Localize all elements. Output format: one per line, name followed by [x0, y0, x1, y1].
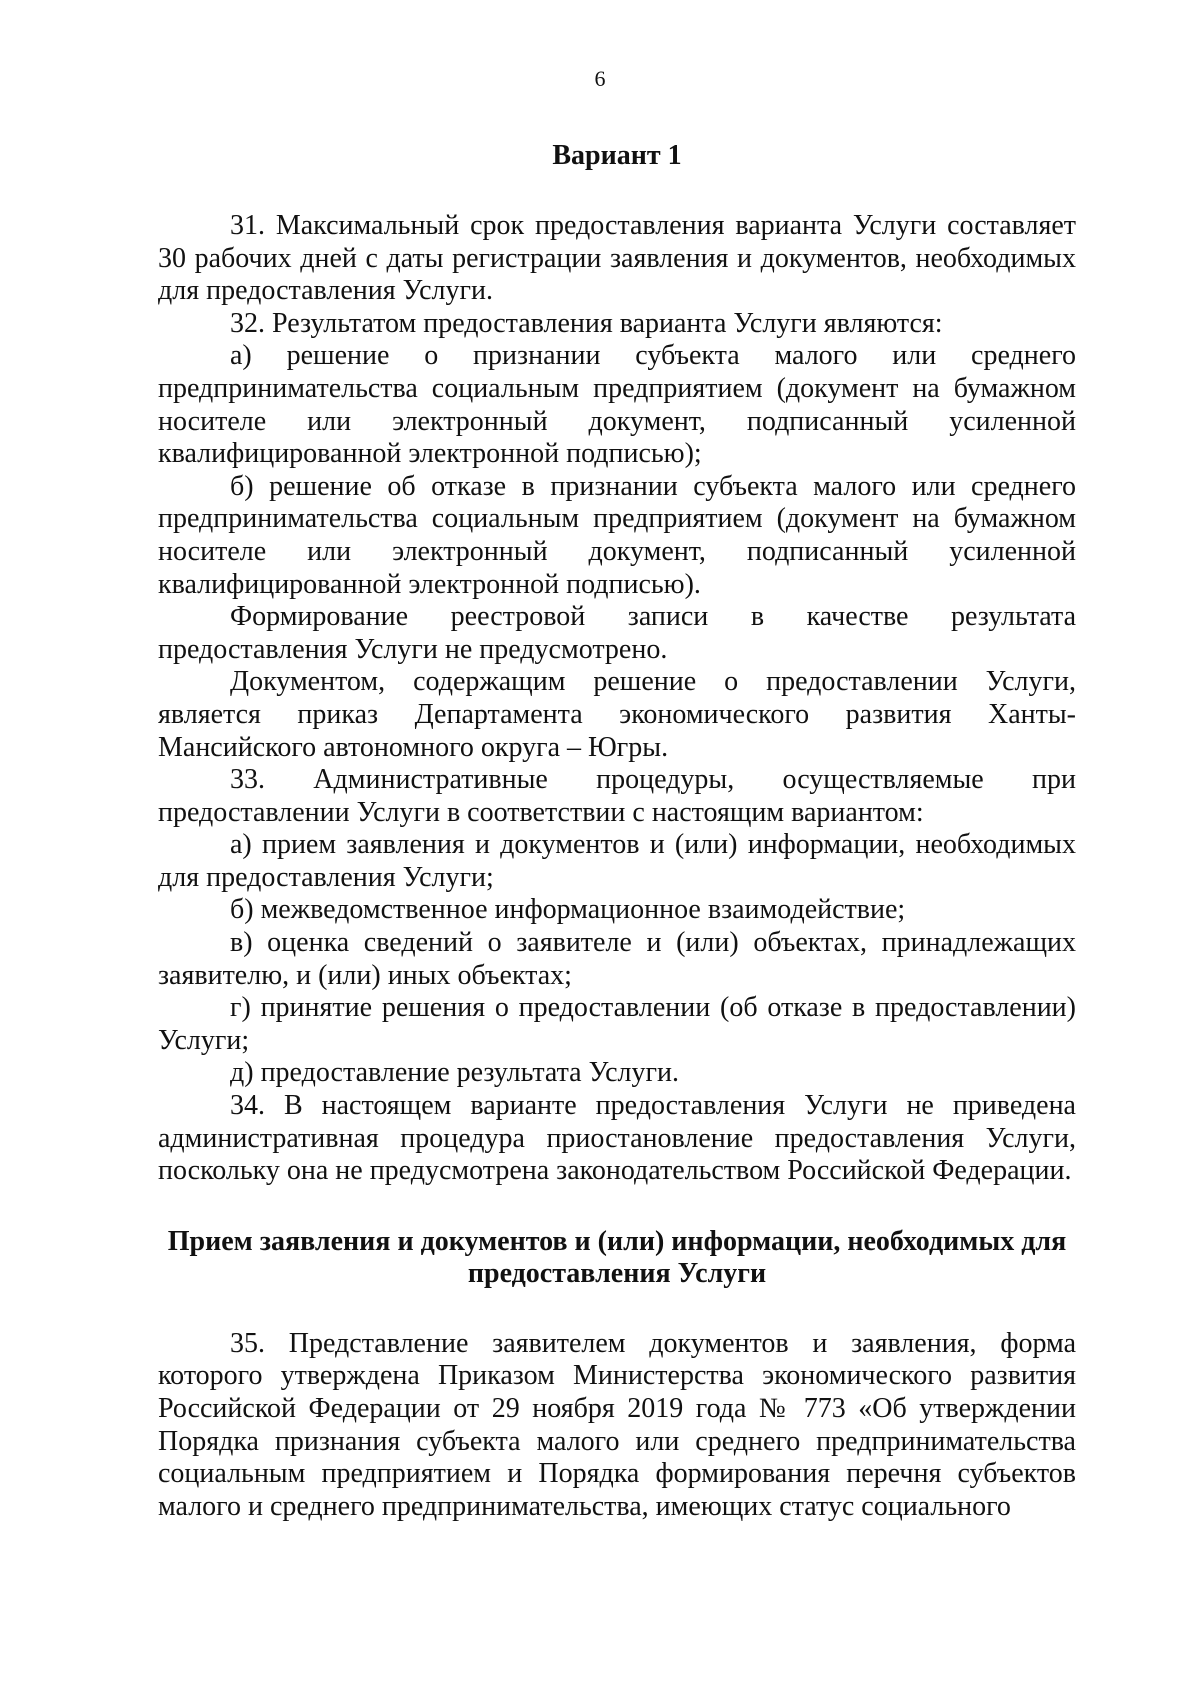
paragraph-33-v: в) оценка сведений о заявителе и (или) объектах, принадлежащих заявителю, и (или) иных объектах;	[158, 927, 1076, 991]
paragraph-32-b: б) решение об отказе в признании субъекта малого или среднего предпринимательства социальным предприятием (документ на бумажном носителе или электронный документ, подписанный усиленной квалифицированной электронной подписью).	[158, 470, 1076, 600]
paragraph-34: 34. В настоящем варианте предоставления Услуги не приведена административная процедура приостановление предоставления Услуги, поскольку она не предусмотрена законодательством Российской Федерации.	[158, 1090, 1076, 1187]
paragraph-33-b: б) межведомственное информационное взаимодействие;	[230, 894, 906, 926]
paragraph-32-a: а) решение о признании субъекта малого или среднего предпринимательства социальным предприятием (документ на бумажном носителе или электронный документ, подписанный усиленной квалифицированной электронной подписью);	[158, 340, 1076, 470]
paragraph-33-d: д) предоставление результата Услуги.	[230, 1057, 679, 1089]
paragraph-registry: Формирование реестровой записи в качестве результата предоставления Услуги не предусмотрено.	[158, 601, 1076, 665]
section-heading-variant: Вариант 1	[552, 140, 682, 171]
paragraph-31: 31. Максимальный срок предоставления варианта Услуги составляет 30 рабочих дней с даты регистрации заявления и документов, необходимых для предоставления Услуги.	[158, 210, 1076, 307]
page-number: 6	[594, 66, 606, 91]
paragraph-35: 35. Представление заявителем документов и заявления, форма которого утверждена Приказом Министерства экономического развития Российской Федерации от 29 ноября 2019 года № 773 «Об утверждении Порядка признания субъекта малого или среднего предпринимательства социальным предприятием и Порядка формирования перечня субъектов малого и среднего предпринимательства, имеющих статус социального	[158, 1327, 1076, 1522]
section-heading-reception: Прием заявления и документов и (или) информации, необходимых для предоставления Услуги	[167, 1225, 1067, 1289]
paragraph-33-g: г) принятие решения о предоставлении (об отказе в предоставлении) Услуги;	[158, 992, 1076, 1056]
paragraph-33: 33. Административные процедуры, осуществляемые при предоставлении Услуги в соответствии с настоящим вариантом:	[158, 764, 1076, 828]
paragraph-decision-document: Документом, содержащим решение о предоставлении Услуги, является приказ Департамента экономического развития Ханты-Мансийского автономного округа – Югры.	[158, 666, 1076, 763]
paragraph-33-a: а) прием заявления и документов и (или) информации, необходимых для предоставления Услуги;	[158, 829, 1076, 893]
paragraph-32: 32. Результатом предоставления варианта Услуги являются:	[230, 307, 943, 339]
page-content	[158, 140, 1076, 1523]
